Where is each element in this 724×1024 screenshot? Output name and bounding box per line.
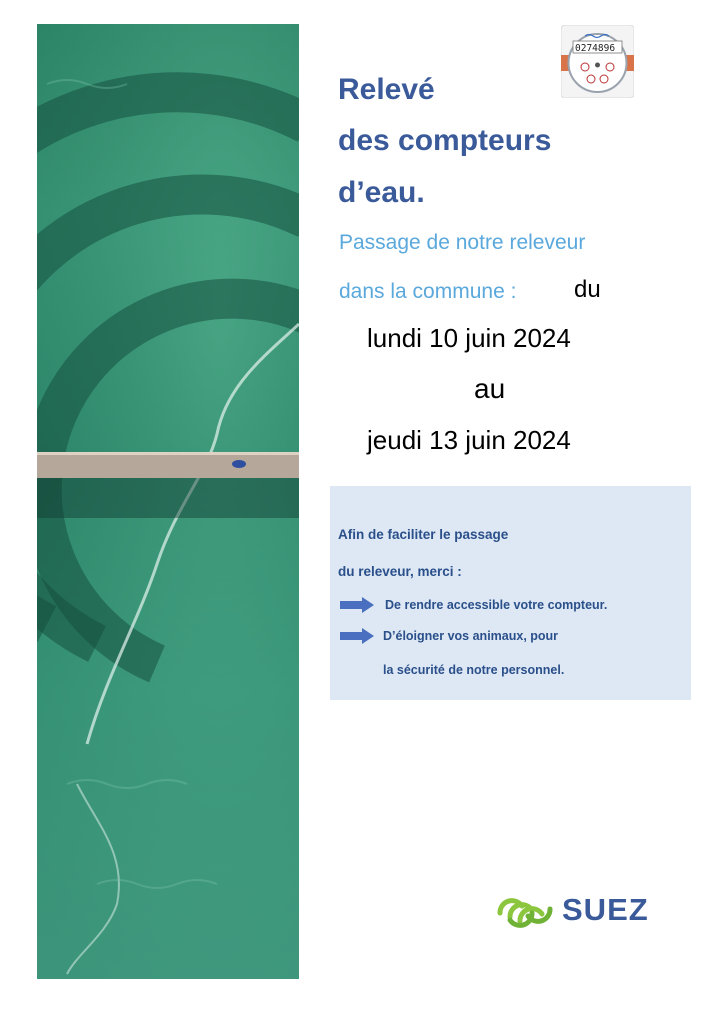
info-intro-1: Afin de faciliter le passage [338, 527, 509, 542]
title-line-2: des compteurs [338, 124, 552, 157]
water-meter-icon [561, 25, 634, 98]
date-end: jeudi 13 juin 2024 [367, 425, 571, 455]
subtitle-line-2: dans la commune : [339, 280, 517, 303]
aerial-sea-photo [37, 24, 299, 979]
arrow-right-icon [340, 597, 375, 613]
subtitle-line-1: Passage de notre releveur [339, 231, 586, 254]
date-start: lundi 10 juin 2024 [367, 323, 571, 353]
info-item-2-line-1: D’éloigner vos animaux, pour [383, 629, 559, 643]
title-line-1: Relevé [338, 73, 435, 106]
info-item-1: De rendre accessible votre compteur. [385, 598, 608, 612]
info-item-2-line-2: la sécurité de notre personnel. [383, 663, 565, 677]
meter-reading: 0274896 [575, 43, 616, 54]
date-connector: au [474, 373, 506, 404]
subtitle-du: du [574, 276, 601, 303]
info-intro-2: du releveur, merci : [338, 564, 462, 579]
brand-name: SUEZ [562, 892, 649, 927]
title-line-3: d’eau. [338, 176, 425, 209]
arrow-right-icon [340, 628, 375, 644]
